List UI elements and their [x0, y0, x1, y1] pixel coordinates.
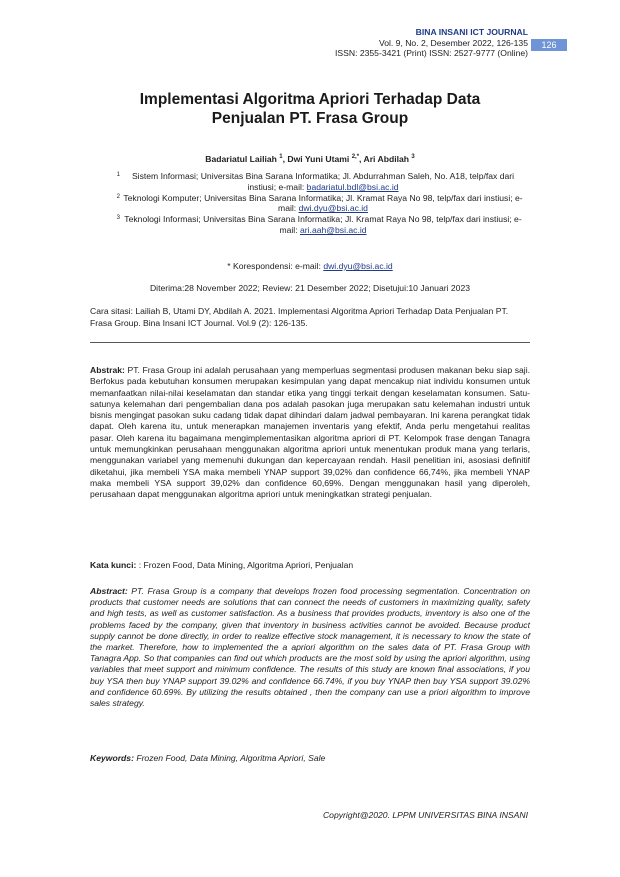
journal-header	[335, 27, 528, 59]
affiliation-3-sup: 3	[116, 215, 120, 222]
abstract-label: Abstract:	[90, 586, 128, 596]
affiliation-2	[112, 193, 524, 215]
journal-volume: Vol. 9, No. 2, Desember 2022, 126-135	[378, 37, 528, 48]
author-3-sup: 3	[411, 154, 415, 161]
kata-kunci-label: Kata kunci:	[90, 560, 137, 570]
keywords-section	[90, 753, 530, 763]
corresponding-author	[90, 261, 530, 271]
page-number-badge: 126	[531, 39, 567, 51]
affiliations	[112, 171, 524, 236]
abstract-section	[90, 586, 530, 709]
affiliation-1	[112, 171, 524, 193]
kata-kunci-text: : Frozen Food, Data Mining, Algoritma Apriori, Penjualan	[136, 560, 354, 570]
affiliation-3-text: Teknologi Informasi; Universitas Bina Sarana Informatika; Jl. Kramat Raya No 98, telp/fax dari instiusi; e-mail:	[124, 214, 522, 235]
author-2: , Dwi Yuni Utami	[282, 154, 352, 164]
affiliation-1-sup: 1	[116, 172, 120, 178]
abstrak-section	[90, 365, 530, 501]
journal-issn: ISSN: 2355-3421 (Print) ISSN: 2527-9777 (Online)	[335, 48, 528, 59]
keywords-label: Keywords:	[90, 753, 134, 763]
title-line-2: Penjualan PT. Frasa Group	[211, 110, 409, 127]
affiliation-2-email-link[interactable]: dwi.dyu@bsi.ac.id	[298, 203, 368, 214]
affiliation-3	[112, 214, 524, 236]
affiliation-3-email-link[interactable]: ari.aah@bsi.ac.id	[300, 224, 367, 235]
abstrak-text: PT. Frasa Group ini adalah perusahaan yang memperluas segmentasi produsen makanan beku siap saji. Berfokus pada kebutuhan konsumen merupakan kesimpulan yang dapat mencakup niat individu konsumen untuk memanfaatkan nilai-nilai keselamatan dan standar etika yang tinggi terkait dengan keselamatan konsumen. Satu-satunya kelemahan dari pengembalian dana pos adalah pasokan juga merupakan satu kelemahan industri untuk bisnis mengingat pasokan suku cadang tidak dapat dihindari dalam jadwal pembayaran. Ini karena perangkat tidak dapat. Oleh karena itu, untuk menerapkan manajemen inventaris yang efektif, Anda perlu mengetahui realitas pasar. Oleh karena itu bagaimana mengimplementasikan algoritma apriori di PT. Kelompok frase dengan Tanagra untuk memungkinkan perusahaan menggunakan algoritma apriori untuk menentukan produk mana yang terlaris, menggunakan variabel yang memenuhi dukungan dan kepercayaan rendah. Hasil penelitian ini, asosiasi definitif diketahui, jika membeli YSA maka membeli YNAP support 39,02% dan confidence 66,74%, jika membeli YNAP maka membeli YSA support 39,02% dan confidence 60,69%. Dengan menggunakan hasil yang diperoleh, perusahaan dapat menggunakan algoritma apriori untuk meningkatkan strategi penjualan.	[90, 365, 530, 500]
abstrak-label: Abstrak:	[90, 365, 125, 375]
affiliation-2-text: Teknologi Komputer; Universitas Bina Sarana Informatika; Jl. Kramat Raya No 98, telp/fax dari instiusi; e-mail:	[123, 192, 523, 214]
submission-dates: Diterima:28 November 2022; Review: 21 Desember 2022; Disetujui:10 Januari 2023	[149, 283, 471, 293]
affiliation-1-text: Sistem Informasi; Universitas Bina Sarana Informatika; Jl. Abdurrahman Saleh, No. A18, telp/fax dari instiusi; e-mail:	[131, 171, 515, 192]
author-3: , Ari Abdilah	[359, 154, 412, 164]
copyright: Copyright@2020. LPPM UNIVERSITAS BINA INSANI	[322, 810, 528, 820]
corresponding-email-link[interactable]: dwi.dyu@bsi.ac.id	[323, 261, 393, 271]
keywords-text: Frozen Food, Data Mining, Algoritma Apriori, Sale	[133, 753, 326, 763]
author-list	[90, 154, 530, 164]
title-line-1: Implementasi Algoritma Apriori Terhadap Data	[139, 91, 481, 108]
corresponding-label: * Korespondensi: e-mail:	[227, 261, 324, 271]
affiliation-1-email-link[interactable]: badariatul.bdl@bsi.ac.id	[306, 181, 399, 192]
affiliation-2-sup: 2	[116, 193, 120, 200]
journal-name: BINA INSANI ICT JOURNAL	[415, 27, 528, 37]
author-1: Badariatul Lailiah	[205, 154, 280, 164]
abstract-text: PT. Frasa Group is a company that develops frozen food processing segmentation. Concentration on products that customer needs are solutions that can connect the needs of customers in maximizing quality, safety and high tests, as well as customer satisfaction. As a business that provides products, inventory is also one of the problems faced by the company, given that inventory in business activities cannot be avoided. Because product supply cannot be done directly, in order to realize effective stock management, it is necessary to know the state of the market. Therefore, how to implemented the a apriori algorithm on the sales data of PT. Frasa Group with Tanagra App. So that companies can find out which products are the most sold by using the apriori algorithm, using variables that meet support and minimum confidence. The results of this study are known final associations, if you buy YSA then buy YNAP support 39.02% and confidence 66.74%, if you buy YNAP then buy YSA support 39.02% and confidence 60.69%. By utilizing the results obtained , then the company can use a priori algorithm to improve sales strategy.	[90, 586, 530, 709]
divider	[90, 342, 530, 343]
paper-title	[90, 90, 530, 128]
author-1-sup: 1	[279, 154, 283, 161]
kata-kunci-section	[90, 560, 530, 570]
citation: Cara sitasi: Lailiah B, Utami DY, Abdilah A. 2021. Implementasi Algoritma Apriori Terhadap Data Penjualan PT. Frasa Group. Bina Insani ICT Journal. Vol.9 (2): 126-135.	[90, 306, 509, 328]
author-2-sup: 2,*	[351, 154, 360, 161]
